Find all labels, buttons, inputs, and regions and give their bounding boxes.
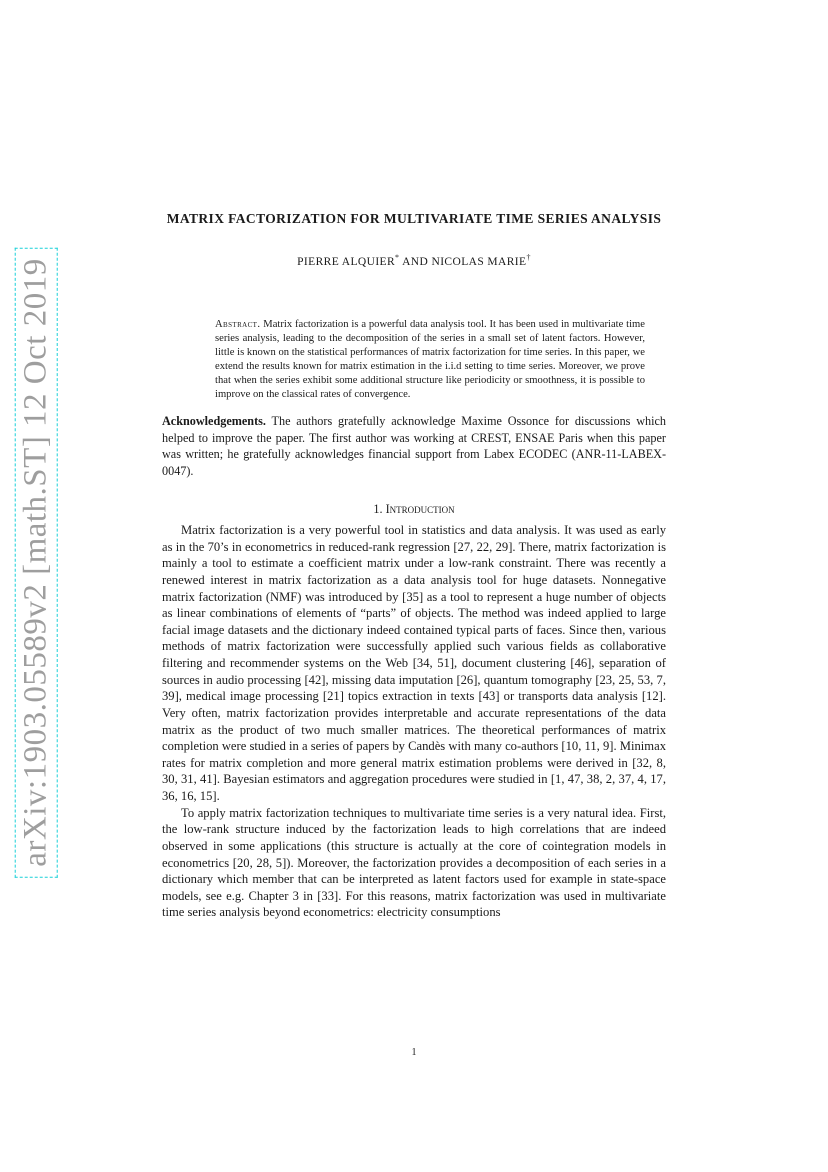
author-second-mark: † xyxy=(526,253,531,262)
author-first: PIERRE ALQUIER xyxy=(297,255,396,268)
section-heading xyxy=(162,502,666,517)
author-first-mark: * xyxy=(395,253,400,262)
page-number: 1 xyxy=(411,1047,417,1058)
paper-title: MATRIX FACTORIZATION FOR MULTIVARIATE TIME SERIES ANALYSIS xyxy=(166,211,662,226)
author-second: NICOLAS MARIE xyxy=(431,255,527,268)
acknowledgements-label: Acknowledgements. xyxy=(162,413,266,428)
abstract-text: Matrix factorization is a powerful data analysis tool. It has been used in multivariate time series analysis, leading to the decomposition of the series in a small set of latent factors. However, little is known on the statistical performances of matrix factorization for time series. In this paper, we extend the results known for matrix estimation in the i.i.d setting to time series. Moreover, we prove that when the series exhibit some additional structure like periodicity or smoothness, it is possible to improve on the classical rates of convergence. xyxy=(215,318,645,400)
author-line xyxy=(162,253,666,268)
acknowledgements xyxy=(162,413,666,480)
intro-paragraph-2: To apply matrix factorization techniques to multivariate time series is a very natural idea. First, the low-rank structure induced by the factorization leads to high correlations that are indeed observed in some applications (this structure is actually at the core of cointegration models in econometrics [20, 28, 5]). Moreover, the factorization provides a decomposition of each series in a dictionary which member that can be interpreted as latent factors used for example in state-space models, see e.g. Chapter 3 in [33]. For this reasons, matrix factorization was used in multivariate time series analysis beyond econometrics: electricity consumptions xyxy=(162,805,666,920)
author-connector: AND xyxy=(399,255,432,268)
section-number: 1. xyxy=(373,502,383,517)
acknowledgements-text: The authors gratefully acknowledge Maxime Ossonce for discussions which helped to improve the paper. The first author was working at CREST, ENSAE Paris when this paper was written; he gratefully acknowledges financial support from Labex ECODEC (ANR-11-LABEX-0047). xyxy=(162,413,667,479)
arxiv-stamp xyxy=(14,257,58,867)
abstract xyxy=(215,318,645,402)
section-name: Introduction xyxy=(385,502,455,517)
paper-page xyxy=(162,200,666,921)
abstract-label: Abstract. xyxy=(215,318,261,330)
arxiv-identifier: arXiv:1903.05589v2 [math.ST] 12 Oct 2019 xyxy=(15,247,58,877)
intro-paragraph-1: Matrix factorization is a very powerful tool in statistics and data analysis. It was used as early as in the 70’s in econometrics in reduced-rank regression [27, 22, 29]. There, matrix factorization is mainly a tool to estimate a coefficient matrix under a low-rank constraint. There was recently a renewed interest in matrix factorization as a data analysis tool for huge datasets. Nonnegative matrix factorization (NMF) was introduced by [35] as a tool to represent a huge number of objects as linear combinations of elements of “parts” of objects. The method was indeed applied to large facial image datasets and the dictionary indeed contained typical parts of faces. Since then, various methods of matrix factorization were successfully applied such various fields as collaborative filtering and recommender systems on the Web [34, 51], document clustering [46], separation of sources in audio processing [42], missing data imputation [26], quantum tomography [23, 25, 53, 7, 39], medical image processing [21] topics extraction in texts [43] or transports data analysis [12]. Very often, matrix factorization provides interpretable and accurate representations of the data matrix as the product of two much smaller matrices. The theoretical performances of matrix completion were studied in a series of papers by Candès with many co-authors [10, 11, 9]. Minimax rates for matrix completion and more general matrix estimation problems were derived in [32, 8, 30, 31, 41]. Bayesian estimators and aggregation procedures were studied in [1, 47, 38, 2, 37, 4, 17, 36, 16, 15]. xyxy=(162,523,666,804)
